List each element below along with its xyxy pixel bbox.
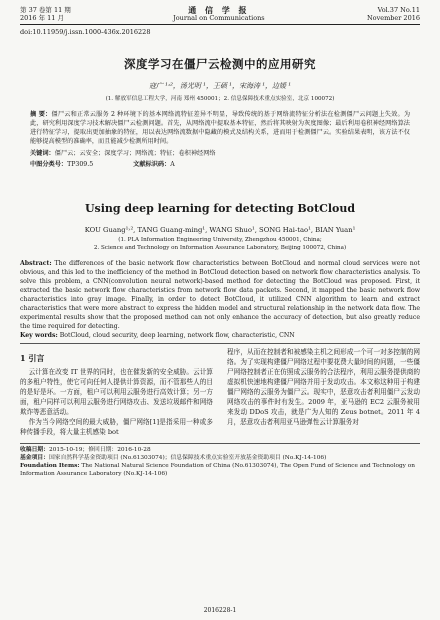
affiliation-en-2: 2. Science and Technology on Information Assurance Laboratory, Beijing 100072, China) <box>93 244 347 251</box>
keywords-cn-text: 僵尸云；云安全；深度学习；网络流；特征；卷积神经网络 <box>54 150 216 157</box>
section-heading: 1 引言 <box>20 353 45 363</box>
journal-title-en: Journal on Communications <box>173 14 265 22</box>
keywords-en-text: BotCloud, cloud security, deep learning, network flow, characteristic, CNN <box>59 332 295 339</box>
fund-value: 国家自然科学基金资助项目 (No.61303074)；信息保障技术重点实验室开放基金资助项目 (No.KJ-14-106) <box>49 455 327 461</box>
body-paragraph: 云计算在改变 IT 世界的同时，也在催发新的安全威胁。云计算的多租户特性，使它可向任何人提供计算资源，而不管那些人的目的是好是坏。一方面，租户可以利用云服务进行高效计算；另一方面，租户同样可以利用云服务进行网络攻击、发送垃圾邮件和网络欺诈等恶意活动。 <box>20 368 213 416</box>
footnote-foundation <box>20 462 420 478</box>
footnote-fund <box>20 454 420 462</box>
abstract-cn-text: 僵尸云和正常云服务 2 种环境下的基本网络流特征差异不明显，导致传统的基于网络流特征分析法在检测僵尸云问题上失效。为此，研究利用深度学习技术解决僵尸云检测问题。首先，从网络流中提取基本特征，然后将其映射为灰度图像；最后利用卷积神经网络算法进行特征学习，提取出更加抽象的特征，用以表达网络流数据中隐藏的模式及结构关系，进而用于检测僵尸云。实验结果表明，该方法不仅能够提高模型的准确率，而且能减少检测所用时间。 <box>30 111 411 145</box>
abstract-en <box>20 259 420 331</box>
received-label: 收稿日期： <box>20 447 49 453</box>
header-rule <box>20 24 420 25</box>
body-column-right <box>227 347 420 437</box>
abstract-cn <box>30 110 410 146</box>
keywords-cn-label: 关键词： <box>30 150 55 157</box>
header-volume: 第 37 卷第 11 期 <box>20 6 71 14</box>
header-center <box>173 6 265 22</box>
abstract-separator <box>20 343 420 344</box>
clc-label: 中图分类号： <box>30 161 68 168</box>
header-left <box>20 6 71 22</box>
keywords-en-label: Key words: <box>20 332 58 339</box>
classification-row <box>30 159 410 168</box>
body-column-left <box>20 347 213 437</box>
authors-cn: 寇广 ¹˒²，汤光明 ¹，王硕 ¹，宋海涛 ¹，边媛 ¹ <box>148 82 292 90</box>
body-paragraph: 作为当今网络空间的最大威胁，僵尸网络[1]是指采用一种或多种传播手段，将大量主机感染 bot <box>20 418 213 436</box>
abstract-en-text: The differences of the basic network flow characteristics between BotCloud and normal cloud services were not obvious, and this led to the inefficiency of the method in BotCloud detection based on network flow characteristics analysis. To solve this problem, a CNN(convolution neural network)-based method for detecting the BotCloud was proposed. First, it extracted the basic network flow characteristics from network flow data packets. Second, it mapped the basic network flow characteristics into gray image. Finally, in order to detect BotCloud, it utilized CNN algorithm to learn and extract characteristics that were more abstract to express the hidden model and structural relationship in the network data flow. The experimental results show that the proposed method can not only enhance the accuracy of detection, but also greatly reduce the time required for detecting. <box>20 260 420 330</box>
clc-number <box>30 159 93 168</box>
header-volume-en: Vol.37 No.11 <box>377 6 420 14</box>
keywords-cn <box>30 148 410 157</box>
doccode-label: 文献标识码： <box>133 161 171 168</box>
clc-value: TP309.5 <box>67 161 94 168</box>
authors-en: KOU Guang¹˒², TANG Guang-ming¹, WANG Shuo¹, SONG Hai-tao¹, BIAN Yuan¹ <box>84 226 356 234</box>
body-paragraph: 程序，从而在控制者和被感染主机之间形成一个可一对多控制的网络。为了实现构建僵尸网络过程中要花费大量时间的问题，一些僵尸网络控制者正在仿照成云服务的合法程序，利用云服务提供商的虚拟机快速地构建僵尸网络并用于发动攻击。本文称这种用于构建僵尸网络的云服务为僵尸云。现实中，恶意攻击者利用僵尸云发动网络攻击的事件时有发生。2009 年，亚马逊的 EC2 云服务被用来发动 DDoS 攻击，就是广为人知的 Zeus botnet。2011 年 4 月，恶意攻击者利用亚马逊弹性云计算服务对 <box>227 348 420 426</box>
received-value: 2015-10-19；修回日期：2016-10-28 <box>49 447 151 453</box>
foundation-value: The National Natural Science Foundation of China (No.61303074), The Open Fund of Science and Technology on Information Assurance Laboratory (No.KJ-14-106) <box>20 463 416 477</box>
running-header <box>20 6 420 22</box>
footnote <box>20 443 420 478</box>
affiliation-en <box>20 237 420 252</box>
header-date-en: November 2016 <box>366 14 420 22</box>
footnote-received <box>20 446 420 454</box>
journal-title-cn: 通 信 学 报 <box>188 5 250 15</box>
fund-label: 基金项目： <box>20 455 49 461</box>
abstract-en-label: Abstract: <box>20 260 52 267</box>
affiliation-en-1: (1. PLA Information Engineering University, Zhengzhou 450001, China; <box>118 237 322 243</box>
abstract-cn-label: 摘 要： <box>30 111 52 118</box>
page-number: 2016228-1 <box>203 607 237 614</box>
paper-title-en: Using deep learning for detecting BotCloud <box>84 202 356 215</box>
foundation-label: Foundation Items: <box>20 463 80 469</box>
paper-title-cn: 深度学习在僵尸云检测中的应用研究 <box>124 57 316 71</box>
keywords-en <box>20 332 420 339</box>
doccode-value: A <box>170 161 175 168</box>
affiliation-cn: (1. 解放军信息工程大学，河南 郑州 450001；2. 信息保障技术重点实验室，北京 100072) <box>105 96 335 102</box>
doi: doi:10.11959/j.issn.1000-436x.2016228 <box>20 28 151 36</box>
document-code <box>133 159 175 168</box>
header-date: 2016 年 11 月 <box>20 14 65 22</box>
body-columns <box>20 347 420 437</box>
header-right <box>367 6 420 22</box>
